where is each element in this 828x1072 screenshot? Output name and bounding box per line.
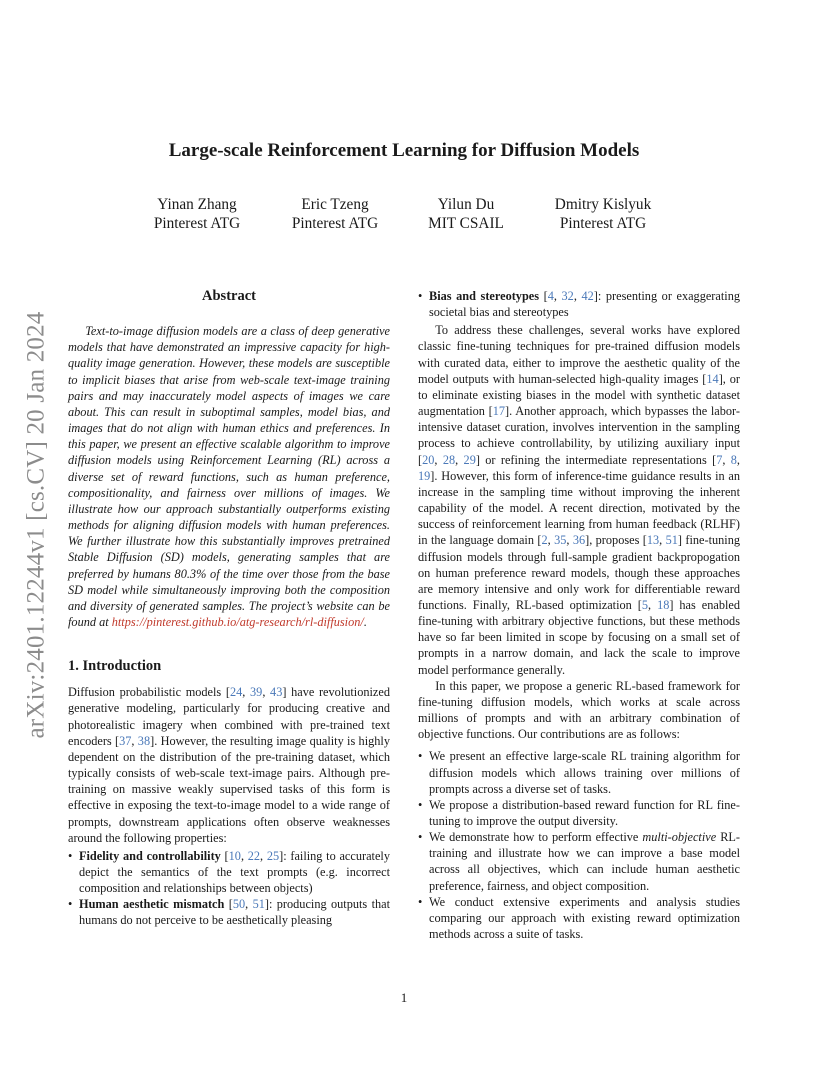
citation[interactable]: 5 (641, 597, 649, 612)
left-column (68, 288, 390, 931)
citation[interactable]: 50 (232, 897, 246, 912)
author-name: Yinan Zhang (157, 196, 237, 213)
section-heading-introduction: 1. Introduction (68, 658, 162, 675)
citation[interactable]: 39 (250, 685, 263, 700)
contributions-list (418, 748, 740, 942)
citation[interactable]: 28 (442, 452, 456, 467)
citation[interactable]: 43 (270, 685, 283, 700)
author-name: Dmitry Kislyuk (554, 196, 652, 213)
citation[interactable]: 51 (665, 533, 678, 548)
citation[interactable]: 22 (247, 848, 261, 863)
citation[interactable]: 4 (547, 289, 554, 303)
citation[interactable]: 14 (706, 371, 719, 386)
author-name: Yilun Du (437, 196, 495, 213)
citation[interactable]: 8 (730, 452, 737, 467)
right-column (418, 288, 740, 944)
author-affiliation: Pinterest ATG (559, 215, 647, 232)
arxiv-identifier-stamp (24, 290, 48, 760)
citation[interactable]: 18 (657, 597, 670, 612)
citation[interactable]: 19 (418, 468, 431, 483)
list-item: • We conduct extensive experiments and analysis studies comparing our approach with existing reward optimization methods across a suite of tasks. (418, 894, 740, 942)
intro-paragraph-2: To address these challenges, several works have explored classic fine-tuning techniques for pre-trained diffusion models with curated data, either to improve the aesthetic quality of the model outputs with human-selected high-quality images [14], or to eliminate existing biases in the model with synthetic dataset augmentation [17]. Another approach, which bypasses the labor-intensive dataset curation, involves intervention in the sampling process to achieve controllability, by utilizing auxiliary input [20, 28, 29] or refining the intermediate representations [7, 8, 19]. However, this form of inference-time guidance results in an increase in the sampling time without improving the inherent capability of the model. A recent direction, motivated by the success of reinforcement learning from human feedback (RLHF) in the language domain [2, 35, 36], proposes [13, 51] fine-tuning diffusion models through full-sample gradient backpropogation on human preference reward models, though these approaches are memory intensive and only work for differentiable reward functions. Finally, RL-based optimization [5, 18] has enabled fine-tuning with arbitrary objective functions, but these methods have so far been limited in scope by focusing on a small set of prompts in a narrow domain, and lack the scale to improve model performance generally. (418, 323, 740, 677)
citation[interactable]: 38 (137, 733, 151, 748)
intro-paragraph-3: In this paper, we propose a generic RL-based framework for fine-tuning diffusion models, which works at scale across millions of prompts and with an arbitrary combination of objective functions. Our contributions are as follows: (418, 678, 740, 742)
list-item: • Fidelity and controllability [10, 22, 25]: failing to accurately depict the semantics of the text prompts (e.g. incorrect composition and relationships between objects) (68, 848, 390, 896)
citation[interactable]: 7 (716, 452, 723, 467)
abstract-heading: Abstract (202, 288, 256, 304)
citation[interactable]: 29 (463, 452, 476, 467)
author-affiliation: Pinterest ATG (291, 215, 379, 232)
paper-title: Large-scale Reinforcement Learning for Diffusion Models (168, 140, 640, 161)
list-item: • Bias and stereotypes [4, 32, 42]: presenting or exaggerating societal bias and stereotypes (418, 288, 740, 320)
list-item: • Human aesthetic mismatch [50, 51]: producing outputs that humans do not perceive to be aesthetically pleasing (68, 896, 390, 928)
author-name: Eric Tzeng (301, 196, 369, 213)
arxiv-id: arXiv:2401.12244v1 [cs.CV] 20 Jan 2024 (22, 311, 49, 739)
author-affiliation: Pinterest ATG (153, 215, 241, 232)
project-website-link[interactable]: https://pinterest.github.io/atg-research/rl-diffusion/ (111, 614, 364, 629)
citation[interactable]: 37 (119, 733, 132, 748)
citation[interactable]: 24 (229, 685, 243, 700)
citation[interactable]: 17 (492, 404, 506, 419)
citation[interactable]: 10 (228, 848, 241, 863)
citation[interactable]: 13 (646, 533, 660, 548)
page-number: 1 (400, 990, 408, 1005)
author-affiliation: MIT CSAIL (428, 215, 504, 232)
weakness-list (68, 848, 390, 929)
citation[interactable]: 42 (581, 289, 594, 303)
intro-paragraph-1: Diffusion probabilistic models [24, 39, 43] have revolutionized generative modeling, particularly for producing creative and photorealistic imagery when combined with pre-trained text encoders [37, 38]. However, the resulting image quality is highly dependent on the distribution of the pre-training dataset, which typically consists of web-scale text-image pairs. Although pre-training on massive weakly supervised tasks of this form is effective in exposing the text-to-image model to a wide range of prompts, downstream applications often observe weaknesses around the following properties: (68, 685, 390, 845)
citation[interactable]: 32 (561, 289, 574, 303)
list-item: • We demonstrate how to perform effective multi-objective RL-training and illustrate how we can improve a base model across all objectives, which can include human aesthetic preference, fairness, and object composition. (418, 829, 740, 894)
author-4 (518, 195, 688, 233)
list-item: • We present an effective large-scale RL training algorithm for diffusion models which allows training over millions of prompts across a diverse set of tasks. (418, 748, 740, 796)
abstract-text: Text-to-image diffusion models are a class of deep generative models that have demonstrated an impressive capacity for high-quality image generation. However, these models are susceptible to implicit biases that arise from web-scale text-image training pairs and may inaccurately model aspects of images we care about. This can result in suboptimal samples, model bias, and images that do not align with human ethics and preferences. In this paper, we present an effective scalable algorithm to improve diffusion models using Reinforcement Learning (RL) across a diverse set of reward functions, such as human preference, compositionality, and fairness over millions of images. We illustrate how our approach substantially outperforms existing methods for aligning diffusion models with human preferences. We further illustrate how this substantially improves pretrained Stable Diffusion (SD) models, generating samples that are preferred by humans 80.3% of the time over those from the base SD model while simultaneously improving both the composition and diversity of generated samples. The project’s website can be found at https://pinterest.github.io/atg-research/rl-diffusion/. (68, 324, 390, 629)
citation[interactable]: 36 (572, 533, 586, 548)
list-item: • We propose a distribution-based reward function for RL fine-tuning to improve the output diversity. (418, 797, 740, 829)
citation[interactable]: 2 (541, 533, 548, 548)
citation[interactable]: 35 (554, 533, 567, 548)
citation[interactable]: 25 (266, 848, 280, 863)
citation[interactable]: 20 (422, 452, 435, 467)
weakness-list-continued (418, 288, 740, 320)
citation[interactable]: 51 (252, 897, 265, 912)
